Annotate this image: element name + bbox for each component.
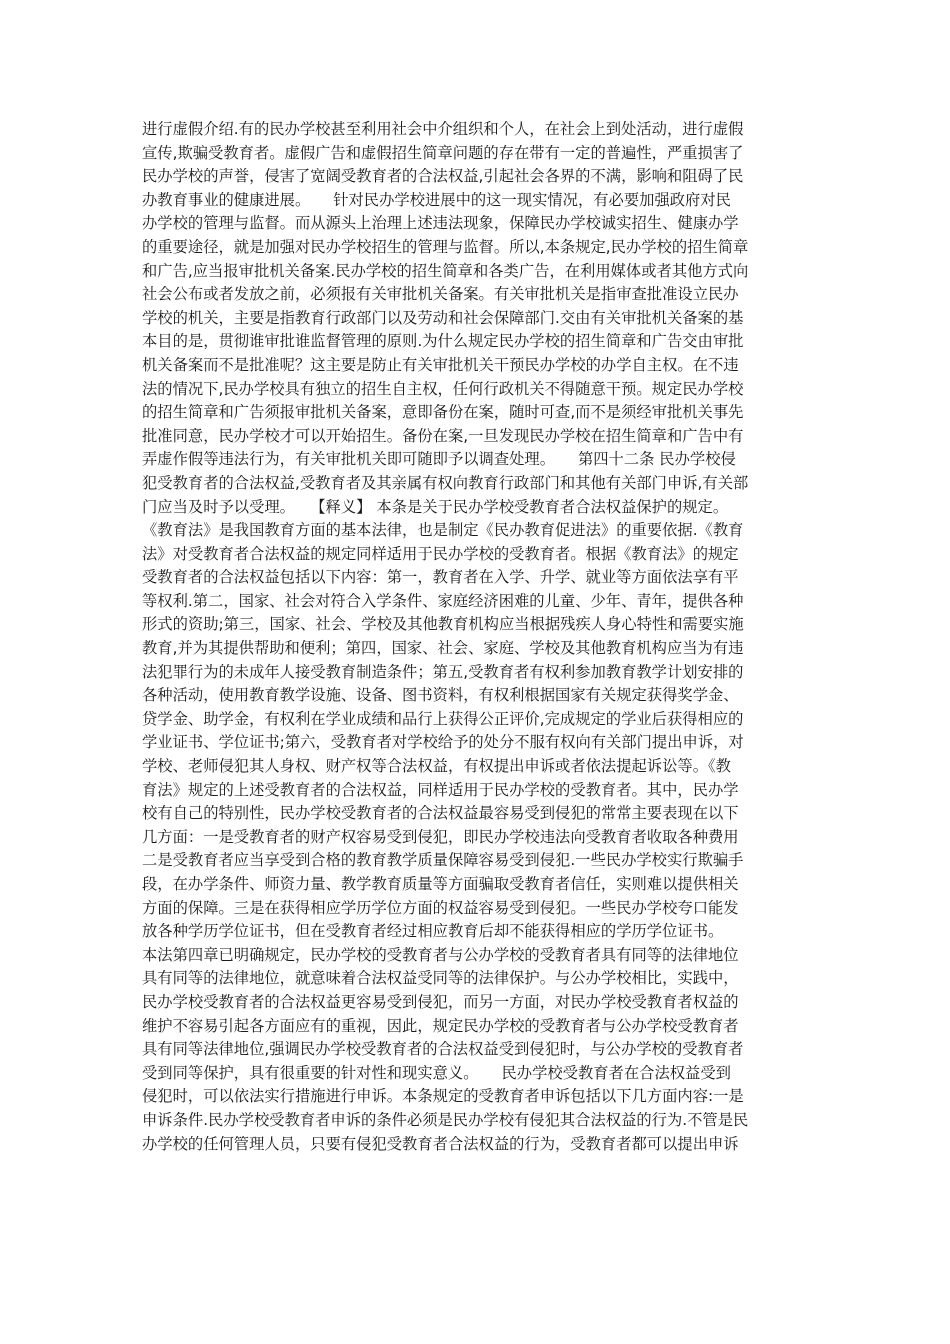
text-line: 维护不容易引起各方面应有的重视，因此，规定民办学校的受教育者与公办学校受教育者	[142, 1016, 739, 1035]
text-line: 方面的保障。三是在获得相应学历学位方面的权益容易受到侵犯。一些民办学校夸口能发	[142, 898, 739, 917]
text-line: 法的情况下,民办学校具有独立的招生自主权，任何行政机关不得随意干预。规定民办学校	[142, 379, 744, 398]
text-line: 放各种学历学位证书，但在受教育者经过相应教育后却不能获得相应的学历学位证书。	[142, 922, 724, 941]
body-text	[142, 118, 812, 1156]
text-line: 具有同等法律地位,强调民办学校受教育者的合法权益受到侵犯时，与公办学校的受教育者	[142, 1040, 744, 1059]
text-line: 的重要途径，就是加强对民办学校招生的管理与监督。所以,本条规定,民办学校的招生简章	[142, 237, 749, 256]
text-line: 学校、老师侵犯其人身权、财产权等合法权益，有权提出申诉或者依法提起诉讼等。《教	[142, 757, 731, 776]
text-line: 本目的是，贯彻谁审批谁监督管理的原则.为什么规定民办学校的招生简章和广告交由审批	[142, 332, 744, 351]
text-line: 具有同等的法律地位，就意味着合法权益受同等的法律保护。与公办学校相比，实践中，	[142, 969, 739, 988]
text-line: 本法第四章已明确规定，民办学校的受教育者与公办学校的受教育者具有同等的法律地位	[142, 945, 739, 964]
text-line: 和广告,应当报审批机关备案.民办学校的招生简章和各类广告，在利用媒体或者其他方式向	[142, 261, 749, 280]
text-line: 进行虚假介绍.有的民办学校甚至利用社会中介组织和个人，在社会上到处活动，进行虚假	[142, 120, 744, 138]
text-line: 犯受教育者的合法权益,受教育者及其亲属有权向教育行政部门和其他有关部门申诉,有关部	[142, 473, 749, 492]
text-line: 受到同等保护，具有很重要的针对性和现实意义。 民办学校受教育者在合法权益受到	[142, 1063, 731, 1082]
text-line: 申诉条件.民办学校受教育者申诉的条件必须是民办学校有侵犯其合法权益的行为.不管是民	[142, 1110, 749, 1129]
text-line: 育法》规定的上述受教育者的合法权益，同样适用于民办学校的受教育者。其中，民办学	[142, 780, 739, 799]
text-line: 门应当及时予以受理。 【释义】 本条是关于民办学校受教育者合法权益保护的规定。	[142, 497, 729, 516]
text-line: 办学校的任何管理人员，只要有侵犯受教育者合法权益的行为，受教育者都可以提出申诉	[142, 1134, 739, 1153]
text-line: 段，在办学条件、师资力量、教学教育质量等方面骗取受教育者信任，实则难以提供相关	[142, 875, 739, 893]
text-line: 侵犯时，可以依法实行措施进行申诉。本条规定的受教育者申诉包括以下几方面内容:一是	[142, 1087, 744, 1106]
text-line: 民办学校受教育者的合法权益更容易受到侵犯，而另一方面，对民办学校受教育者权益的	[142, 992, 739, 1011]
text-line: 弄虚作假等违法行为，有关审批机关即可随即予以调查处理。 第四十二条 民办学校侵	[142, 450, 736, 469]
text-line: 宣传,欺骗受教育者。虚假广告和虚假招生简章问题的存在带有一定的普遍性，严重损害了	[142, 143, 744, 162]
text-line: 形式的资助;第三，国家、社会、学校及其他教育机构应当根据残疾人身心特性和需要实施	[142, 615, 744, 634]
text-line: 校有自己的特别性，民办学校受教育者的合法权益最容易受到侵犯的常常主要表现在以下	[142, 804, 739, 823]
text-line: 的招生简章和广告须报审批机关备案，意即备份在案，随时可查,而不是须经审批机关事先	[142, 403, 744, 422]
text-line: 社会公布或者发放之前，必须报有关审批机关备案。有关审批机关是指审查批准设立民办	[142, 285, 739, 304]
text-line: 办教育事业的健康进展。 针对民办学校进展中的这一现实情况，有必要加强政府对民	[142, 190, 731, 209]
text-line: 学校的机关，主要是指教育行政部门以及劳动和社会保障部门.交由有关审批机关备案的基	[142, 308, 744, 327]
text-line: 法犯罪行为的未成年人接受教育制造条件；第五,受教育者有权利参加教育教学计划安排的	[142, 662, 744, 681]
text-line: 民办学校的声誉，侵害了宽阔受教育者的合法权益,引起社会各界的不满，影响和阻碍了民	[142, 167, 744, 186]
text-line: 学业证书、学位证书;第六，受教育者对学校给予的处分不服有权向有关部门提出申诉，对	[142, 733, 744, 752]
text-line: 教育,并为其提供帮助和便利；第四，国家、社会、家庭、学校及其他教育机构应当为有违	[142, 639, 744, 658]
text-line: 机关备案而不是批准呢？这主要是防止有关审批机关干预民办学校的办学自主权。在不违	[142, 355, 739, 374]
text-line: 《教育法》是我国教育方面的基本法律，也是制定《民办教育促进法》的重要依据.《教育	[142, 521, 744, 540]
text-line: 等权利.第二，国家、社会对符合入学条件、家庭经济困难的儿童、少年、青年，提供各种	[142, 591, 744, 610]
text-line: 办学校的管理与监督。而从源头上治理上述违法现象，保障民办学校诚实招生、健康办学	[142, 214, 739, 233]
text-line: 几方面：一是受教育者的财产权容易受到侵犯，即民办学校违法向受教育者收取各种费用	[142, 827, 739, 846]
text-line: 贷学金、助学金，有权利在学业成绩和品行上获得公正评价,完成规定的学业后获得相应的	[142, 709, 744, 728]
text-line: 各种活动，使用教育教学设施、设备、图书资料，有权利根据国家有关规定获得奖学金、	[142, 686, 739, 705]
text-line: 二是受教育者应当享受到合格的教育教学质量保障容易受到侵犯.一些民办学校实行欺骗手	[142, 851, 744, 870]
text-line: 受教育者的合法权益包括以下内容：第一，教育者在入学、升学、就业等方面依法享有平	[142, 568, 739, 587]
text-line: 法》对受教育者合法权益的规定同样适用于民办学校的受教育者。根据《教育法》的规定	[142, 544, 739, 563]
text-line: 批准同意，民办学校才可以开始招生。备份在案,一旦发现民办学校在招生简章和广告中有	[142, 426, 744, 445]
